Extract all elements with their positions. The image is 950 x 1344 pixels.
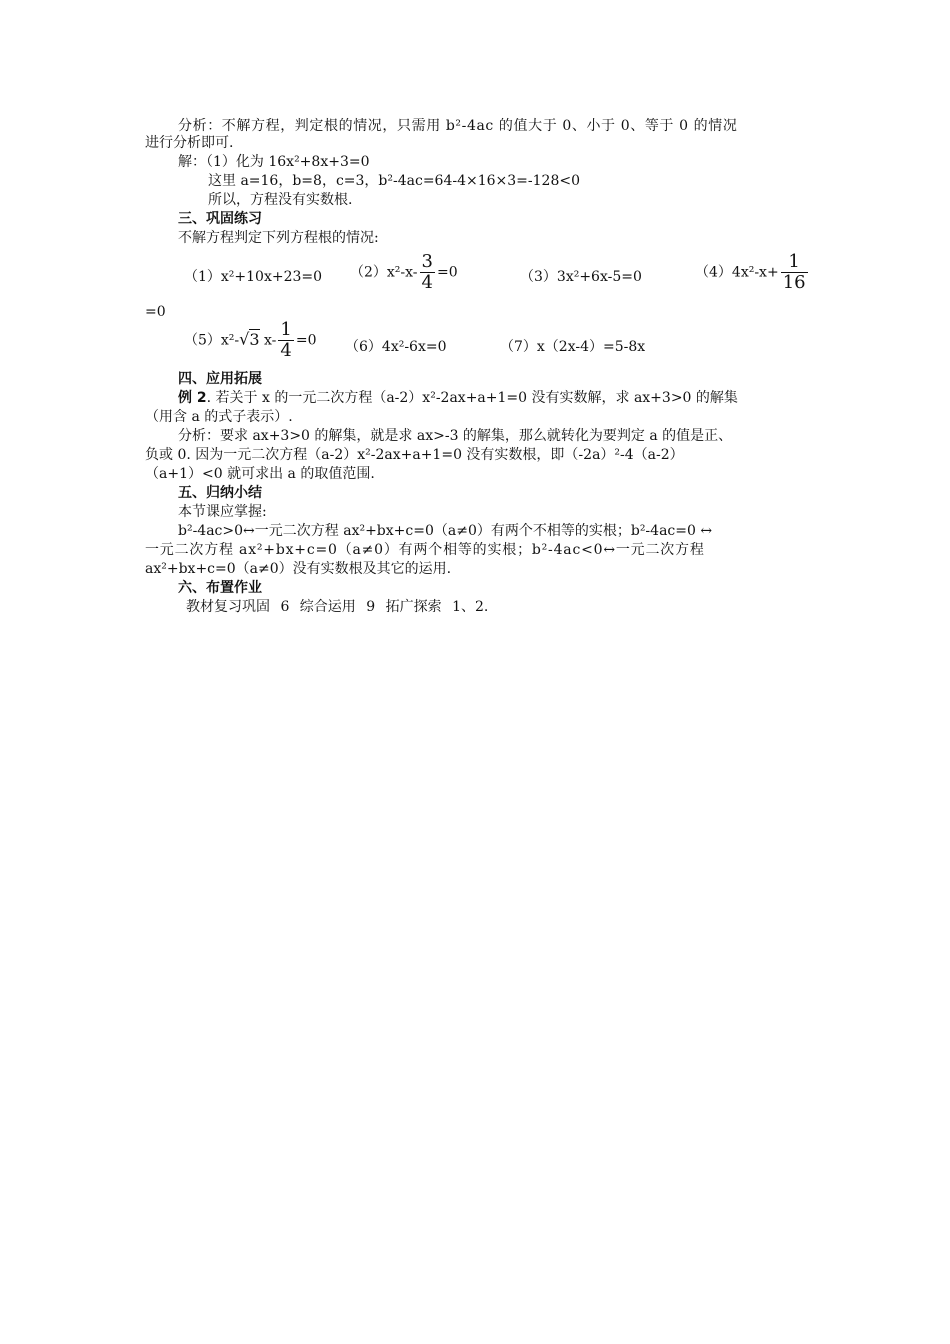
analysis2-line3: （a+1）<0 就可求出 a 的取值范围. — [145, 466, 375, 482]
problem-3: （3）3x²+6x-5=0 — [520, 269, 642, 285]
fraction-1-16 — [781, 252, 808, 293]
solution-line1: 解：（1）化为 16x²+8x+3=0 — [178, 154, 370, 170]
numerator: 1 — [280, 319, 292, 340]
solution-line2: 这里 a=16，b=8，c=3，b²-4ac=64-4×16×3=-128<0 — [208, 173, 581, 189]
denominator: 4 — [421, 272, 433, 293]
solution-line3: 所以，方程没有实数根. — [208, 192, 353, 208]
problem-5-mid: x- — [264, 332, 277, 349]
problem-2-rhs: =0 — [436, 264, 458, 281]
section4-title: 四、应用拓展 — [178, 371, 262, 387]
analysis1-line2: 进行分析即可. — [145, 135, 234, 151]
fraction-1-4 — [278, 320, 293, 361]
numerator: 1 — [781, 252, 808, 273]
numerator: 3 — [421, 251, 433, 272]
example2-line1 — [178, 389, 738, 407]
denominator: 4 — [280, 340, 292, 361]
section5-line3: ax²+bx+c=0（a≠0）没有实数根及其它的运用. — [145, 561, 452, 577]
fraction-3-4 — [420, 252, 435, 293]
section3-intro: 不解方程判定下列方程根的情况: — [178, 230, 379, 246]
problem-5-rhs: =0 — [295, 332, 317, 349]
analysis1-line1: 分析：不解方程，判定根的情况，只需用 b²-4ac 的值大于 0、小于 0、等于 0 的情况 — [178, 118, 738, 134]
radicand: 3 — [249, 329, 260, 349]
analysis2-line2: 负或 0. 因为一元二次方程（a-2）x²-2ax+a+1=0 没有实数根，即（-2a）²-4（a-2） — [145, 447, 684, 463]
problem-7: （7）x（2x-4）=5-8x — [500, 339, 646, 355]
problem-4 — [695, 252, 810, 293]
problem-5 — [184, 320, 316, 361]
example-label: 例 2 — [178, 390, 207, 406]
problem-2-lhs: （2）x²-x- — [350, 264, 418, 281]
section5-intro: 本节课应掌握: — [178, 504, 267, 520]
section5-line2: 一元二次方程 ax²+bx+c=0（a≠0）有两个相等的实根；b²-4ac<0↔一元二次方程 — [145, 542, 705, 558]
sqrt-icon: √ — [239, 329, 250, 349]
analysis2-line1: 分析：要求 ax+3>0 的解集，就是求 ax>-3 的解集，那么就转化为要判定 a 的值是正、 — [178, 428, 733, 444]
problem-1: （1）x²+10x+23=0 — [184, 269, 323, 285]
problem-5-lhs: （5）x²- — [184, 332, 240, 349]
problem-4-rhs: =0 — [145, 304, 166, 320]
section6-line1: 教材复习巩固 6 综合运用 9 拓广探索 1、2. — [186, 599, 489, 615]
problem-4-lhs: （4）4x²-x+ — [695, 264, 779, 281]
section5-title: 五、归纳小结 — [178, 485, 262, 501]
section6-title: 六、布置作业 — [178, 580, 262, 596]
problem-2 — [350, 252, 458, 293]
section3-title: 三、巩固练习 — [178, 211, 262, 227]
section5-line1: b²-4ac>0↔一元二次方程 ax²+bx+c=0（a≠0）有两个不相等的实根；b²-4ac=0 ↔ — [178, 523, 713, 539]
example-text: . 若关于 x 的一元二次方程（a-2）x²-2ax+a+1=0 没有实数解，求 ax+3>0 的解集 — [206, 390, 738, 406]
example2-line2: （用含 a 的式子表示）. — [145, 409, 293, 425]
problem-6: （6）4x²-6x=0 — [345, 339, 447, 355]
denominator: 16 — [782, 272, 806, 293]
